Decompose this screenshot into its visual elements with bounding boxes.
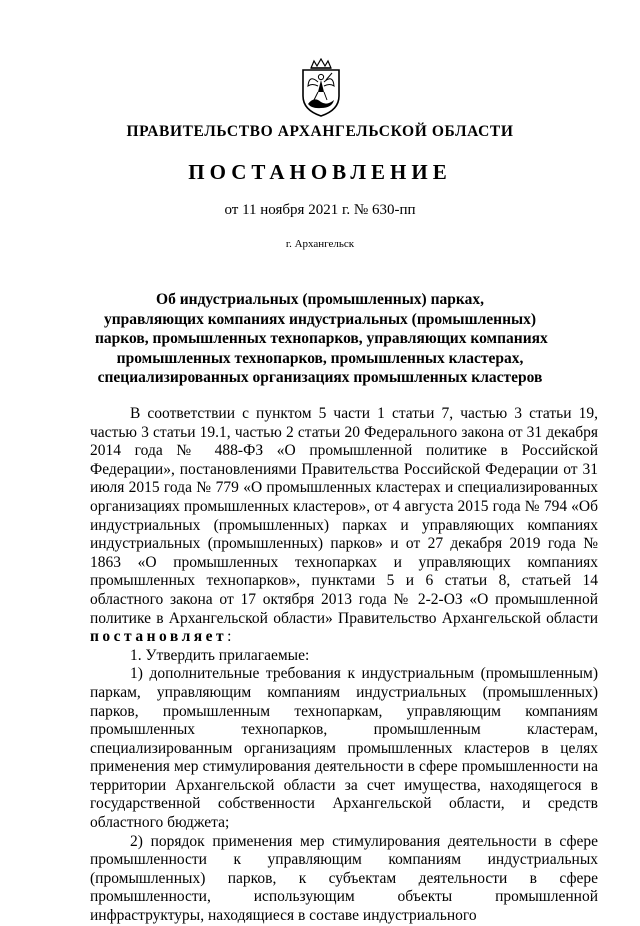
- preamble-text: В соответствии с пунктом 5 части 1 статьи 7, частью 3 статьи 19, частью 3 статьи 19.1, частью 2 статьи 20 Федерального закона от 31 декабря 2014 года № 488-ФЗ «О промышленной политике в Российской Федерации», постановлениями Правительства Российской Федерации от 31 июля 2015 года № 779 «О промышленных кластерах и специализированных организациях промышленных кластеров», от 4 августа 2015 года № 794 «Об индустриальных (промышленных) парках и управляющих компаниях индустриальных (промышленных) парков» и от 27 декабря 2019 года № 1863 «О промышленных технопарках и управляющих компаниях промышленных технопарков», пунктами 5 и 6 статьи 8, статьей 14 областного закона от 17 октября 2013 года № 2-2-ОЗ «О промышленной политике в Архангельской области» Правительство Архангельской области: [90, 405, 598, 627]
- resolves-suffix: :: [227, 628, 232, 646]
- subitem-2: 2) порядок применения мер стимулирования деятельности в сфере промышленности к управляющим компаниям индустриальных (промышленных) парков, к субъектам деятельности в сфере промышленности, использующим объекты промышленной инфраструктуры, находящиеся в составе индустриального: [90, 832, 598, 925]
- title-line: парков, промышленных технопарков, управляющих компаниях: [95, 330, 548, 347]
- title-line: управляющих компаниях индустриальных (промышленных): [103, 310, 537, 328]
- title-line: специализированных организациях промышленных кластеров: [97, 369, 543, 386]
- item-1: 1. Утвердить прилагаемые:: [130, 646, 310, 664]
- archangelsk-coat-of-arms-icon: [296, 58, 346, 118]
- document-date-number: от 11 ноября 2021 г. № 630-пп: [224, 202, 416, 218]
- title-line: промышленных технопарков, промышленных кластерах,: [116, 349, 524, 367]
- subitem-1: 1) дополнительные требования к индустриальным (промышленным) паркам, управляющим компаниям индустриальных (промышленных) парков, промышленным технопаркам, управляющим компаниям промышленных технопарков, промышленным кластерам, специализированным организациям промышленных кластеров в целях применения мер стимулирования деятельности в сфере промышленности на территории Архангельской области за счет имущества, находящегося в государственной собственности Архангельской области, и средств областного бюджета;: [90, 665, 598, 832]
- document-title: [95, 290, 548, 388]
- resolves-word: постановляет: [90, 628, 228, 646]
- document-type: ПОСТАНОВЛЕНИЕ: [188, 160, 452, 184]
- organization-name: ПРАВИТЕЛЬСТВО АРХАНГЕЛЬСКОЙ ОБЛАСТИ: [126, 123, 514, 140]
- document-city: г. Архангельск: [285, 238, 355, 250]
- title-line: Об индустриальных (промышленных) парках,: [156, 291, 484, 308]
- document-body: [90, 405, 598, 926]
- preamble-paragraph: [90, 405, 598, 647]
